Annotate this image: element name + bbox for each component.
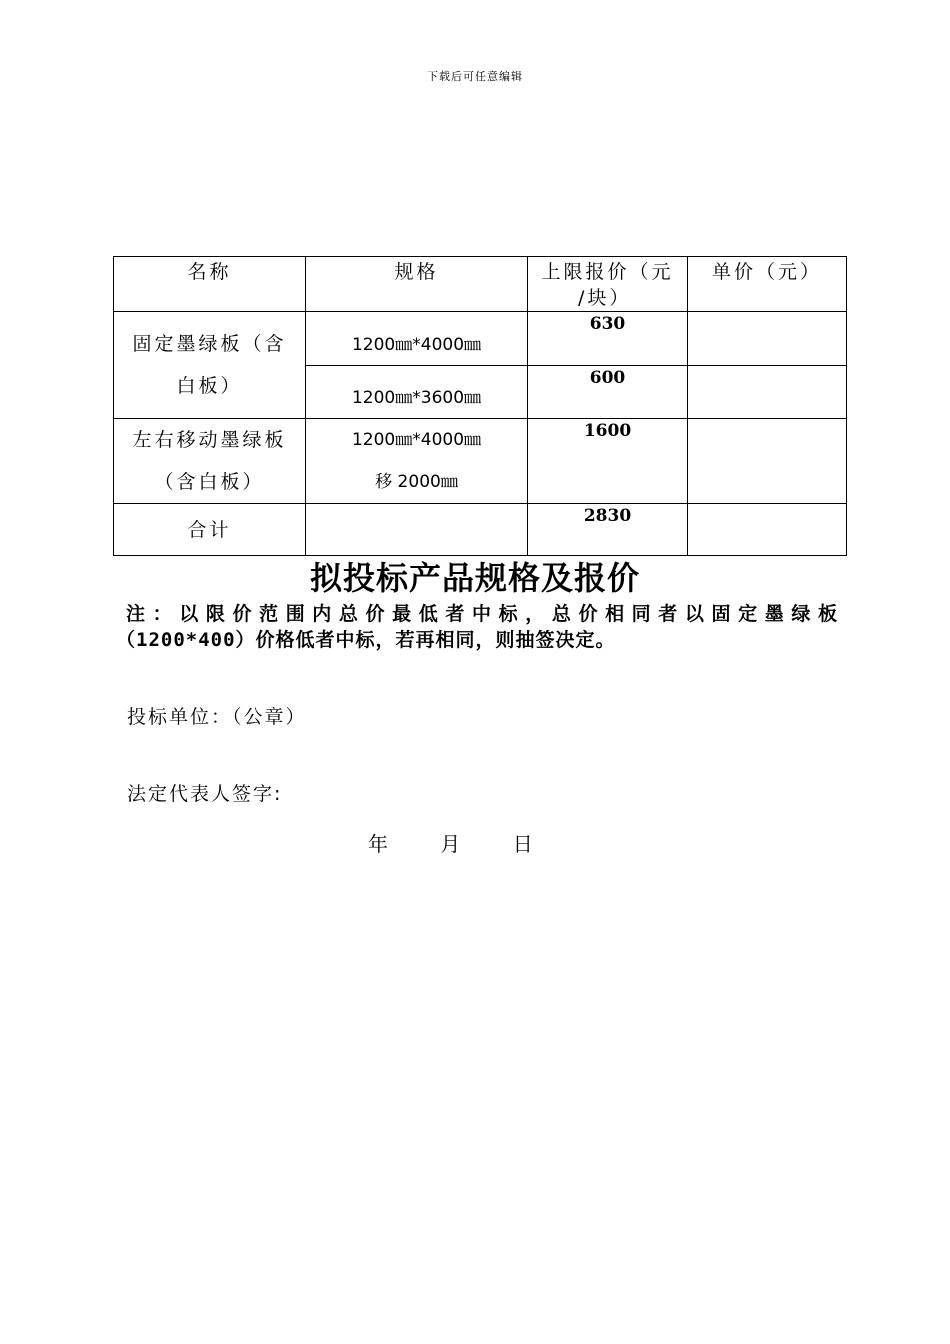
table-header-row [114, 257, 847, 312]
name-line: （含白板） [154, 471, 265, 493]
date-day: 日 [512, 832, 533, 856]
header-max-price-line2: /块） [578, 287, 632, 309]
bid-note-line1: 注：以限价范围内总价最低者中标，总价相同者以固定墨绿板 [126, 603, 838, 625]
name-cell-movable-board [114, 419, 306, 504]
spec-cell [306, 504, 528, 556]
table-row-total [114, 504, 847, 556]
spec-line: 移 2000㎜ [375, 472, 458, 492]
total-label: 合计 [114, 504, 306, 556]
unit-price-cell [688, 504, 847, 556]
unit-price-cell [688, 366, 847, 419]
table-row [114, 312, 847, 366]
spec-cell: 1200㎜*4000㎜ [306, 312, 528, 366]
table-row [114, 419, 847, 504]
header-name: 名称 [114, 257, 306, 312]
date-line [368, 828, 579, 857]
bid-note-line2: （1200*400）价格低者中标，若再相同，则抽签决定。 [116, 629, 616, 651]
header-unit-price: 单价（元） [688, 257, 847, 312]
quote-table [113, 256, 847, 556]
header-max-price-line1: 上限报价（元 [541, 261, 674, 283]
spec-cell [306, 419, 528, 504]
name-cell-fixed-board [114, 312, 306, 419]
name-line: 固定墨绿板（含 [132, 333, 287, 355]
bid-note [116, 601, 838, 653]
bidder-label: 投标单位：（公章） [127, 706, 307, 728]
price-cell: 1600 [528, 419, 688, 504]
name-line: 白板） [176, 375, 243, 397]
header-max-price [528, 257, 688, 312]
total-price-cell: 2830 [528, 504, 688, 556]
unit-price-cell [688, 312, 847, 366]
header-note: 下载后可任意编辑 [427, 70, 523, 83]
name-line: 左右移动墨绿板 [132, 429, 287, 451]
price-cell: 600 [528, 366, 688, 419]
header-spec: 规格 [306, 257, 528, 312]
price-cell: 630 [528, 312, 688, 366]
unit-price-cell [688, 419, 847, 504]
spec-cell: 1200㎜*3600㎜ [306, 366, 528, 419]
spec-line: 1200㎜*4000㎜ [351, 430, 482, 450]
date-year: 年 [368, 832, 388, 856]
date-month: 月 [440, 832, 461, 856]
signature-label: 法定代表人签字: [127, 783, 283, 805]
page-title: 拟投标产品规格及报价 [309, 559, 640, 597]
